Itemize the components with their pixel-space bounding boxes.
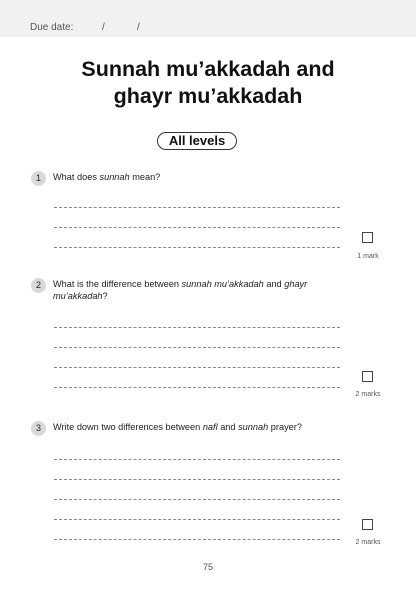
level-badge: All levels [157, 132, 237, 150]
q3-part: Write down two differences between [53, 422, 203, 432]
answer-line[interactable] [54, 247, 340, 248]
answer-line[interactable] [54, 347, 340, 348]
question-3-text [53, 421, 343, 433]
question-2-text [53, 278, 343, 302]
answer-line[interactable] [54, 499, 340, 500]
q1-term-sunnah: sunnah [99, 172, 130, 182]
q3-term-nafl: nafl [202, 422, 218, 432]
page-title [0, 56, 416, 110]
q3-term-sunnah: sunnah [238, 422, 269, 432]
question-1-text [53, 171, 343, 183]
marks-box-1[interactable] [362, 232, 373, 243]
question-2-number: 2 [31, 278, 46, 293]
page-number: 75 [202, 562, 213, 572]
marks-box-2[interactable] [362, 371, 373, 382]
marks-label-2: 2 marks [355, 391, 381, 398]
q2-term-sunnah-muakkadah: sunnah mu’akkadah [181, 279, 264, 289]
title-line-1: Sunnah mu’akkadah and [81, 57, 335, 81]
question-3-number: 3 [31, 421, 46, 436]
question-1-number: 1 [31, 171, 46, 186]
q3-part: prayer? [268, 422, 302, 432]
answer-line[interactable] [54, 479, 340, 480]
answer-line[interactable] [54, 207, 340, 208]
q2-term-ghayr-muakkadah: ghayr mu’akkadah [53, 279, 308, 301]
q2-part: and [263, 279, 285, 289]
answer-line[interactable] [54, 519, 340, 520]
answer-line[interactable] [54, 539, 340, 540]
title-line-2: ghayr mu’akkadah [113, 84, 303, 108]
answer-line[interactable] [54, 387, 340, 388]
answer-line[interactable] [54, 327, 340, 328]
answer-line[interactable] [54, 227, 340, 228]
q1-part: What does [53, 172, 100, 182]
answer-line[interactable] [54, 459, 340, 460]
q3-part: and [217, 422, 239, 432]
marks-label-3: 2 marks [355, 539, 381, 546]
q2-part: What is the difference between [53, 279, 182, 289]
due-date-separator-1: / [102, 22, 105, 33]
marks-label-1: 1 mark [357, 253, 379, 260]
q2-part: ? [102, 291, 108, 301]
answer-line[interactable] [54, 367, 340, 368]
due-date-separator-2: / [137, 22, 140, 33]
due-date-label: Due date: [30, 22, 74, 33]
q1-part: mean? [129, 172, 161, 182]
marks-box-3[interactable] [362, 519, 373, 530]
